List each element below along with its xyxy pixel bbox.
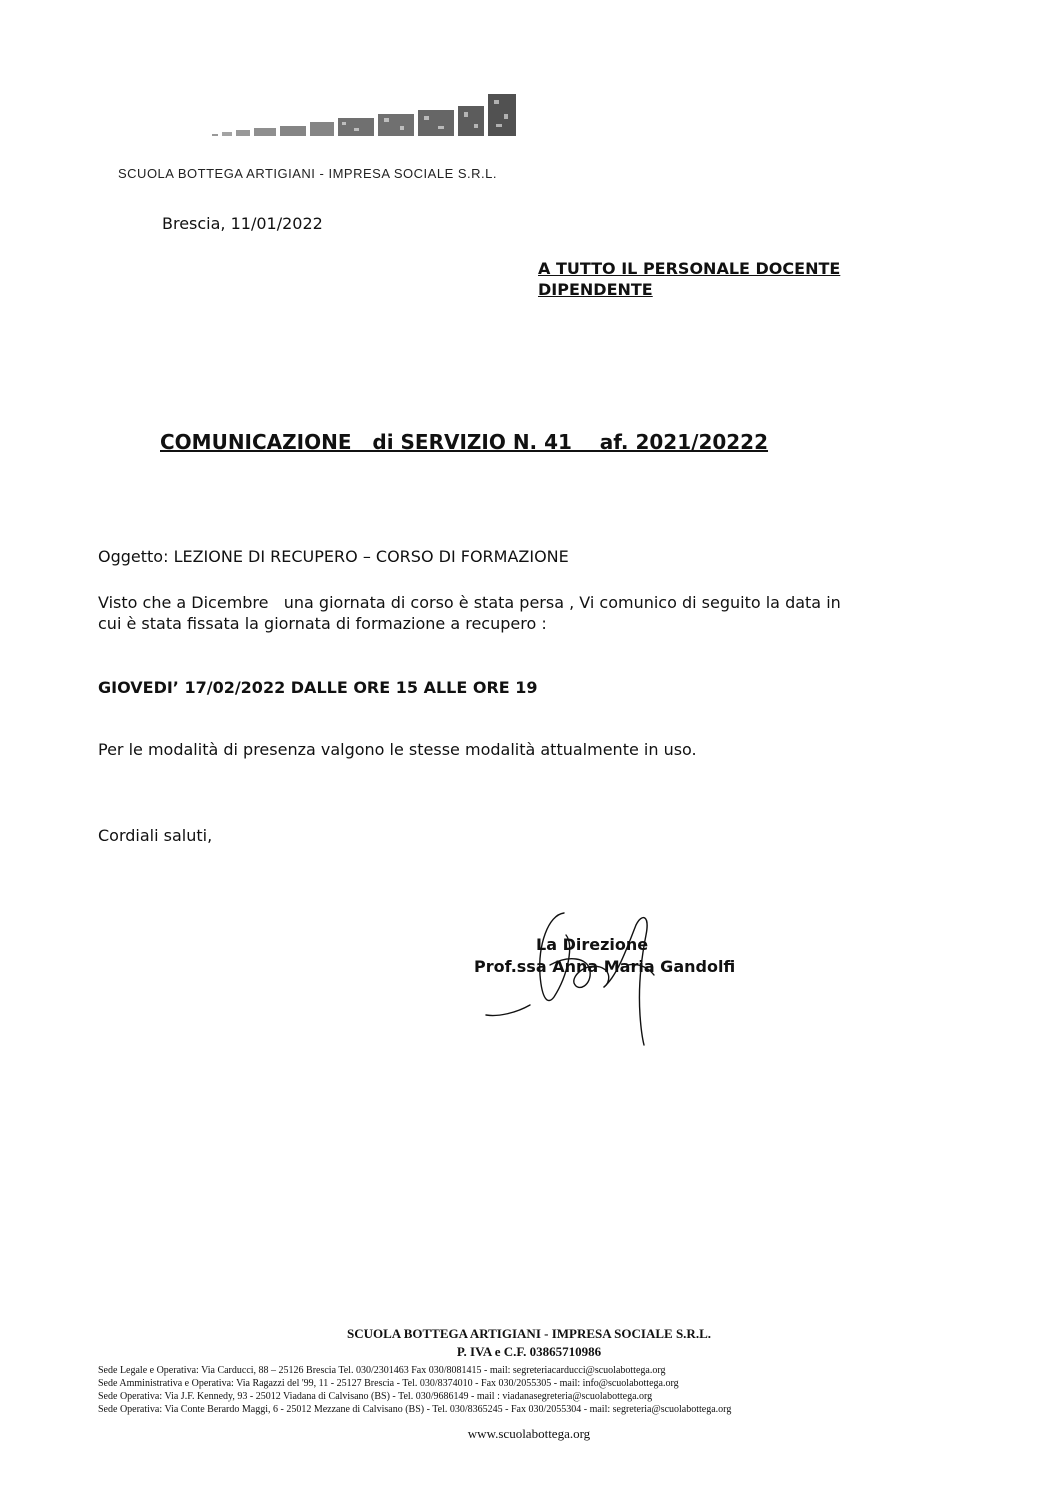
footer-vat: P. IVA e C.F. 03865710986 [456,1344,602,1359]
footer-address-line: Sede Operativa: Via Conte Berardo Maggi, 6 - 25012 Mezzane di Calvisano (BS) - Tel. 030/8365245 - Fax 030/2055304 - mail: segreteria@scuolabottega.org [98,1404,732,1415]
signature-name: Prof.ssa Anna Maria Gandolfi [474,957,736,976]
footer-addresses [98,1364,926,1416]
handwritten-signature [478,905,678,1050]
footer-company: SCUOLA BOTTEGA ARTIGIANI - IMPRESA SOCIALE S.R.L. [347,1326,711,1341]
body-line: Visto che a Dicembre una giornata di corso è stata persa , Vi comunico di seguito la data in [98,593,841,612]
footer-website: www.scuolabottega.org [467,1426,591,1441]
footer-address-line: Sede Operativa: Via J.F. Kennedy, 93 - 25012 Viadana di Calvisano (BS) - Tel. 030/9686149 - mail : viadanasegreteria@scuolabottega.org [98,1391,653,1402]
body-line: cui è stata fissata la giornata di formazione a recupero : [98,614,547,633]
recipient-block [538,258,840,300]
lesson-date-highlight: GIOVEDI’ 17/02/2022 DALLE ORE 15 ALLE ORE 19 [98,678,538,697]
footer-address-line: Sede Amministrativa e Operativa: Via Ragazzi del '99, 11 - 25127 Brescia - Tel. 030/8374010 - Fax 030/2055305 - mail: info@scuolabottega.org [98,1378,679,1389]
subject-line: Oggetto: LEZIONE DI RECUPERO – CORSO DI FORMAZIONE [98,547,569,566]
communication-heading: COMUNICAZIONE di SERVIZIO N. 41 af. 2021/20222 [160,430,769,454]
recipient-line: A TUTTO IL PERSONALE DOCENTE [538,259,841,278]
body-paragraph [98,592,938,634]
company-logo [212,88,522,148]
company-header: SCUOLA BOTTEGA ARTIGIANI - IMPRESA SOCIALE S.R.L. [118,166,497,181]
closing-greeting: Cordiali saluti, [98,826,213,845]
letter-date: Brescia, 11/01/2022 [162,214,323,233]
footer-address-line: Sede Legale e Operativa: Via Carducci, 88 – 25126 Brescia Tel. 030/2301463 Fax 030/8081415 - mail: segreteriacarducci@scuolabottega.org [98,1365,666,1376]
presence-note: Per le modalità di presenza valgono le stesse modalità attualmente in uso. [98,740,697,759]
recipient-line: DIPENDENTE [538,280,653,299]
signature-title: La Direzione [536,935,649,954]
